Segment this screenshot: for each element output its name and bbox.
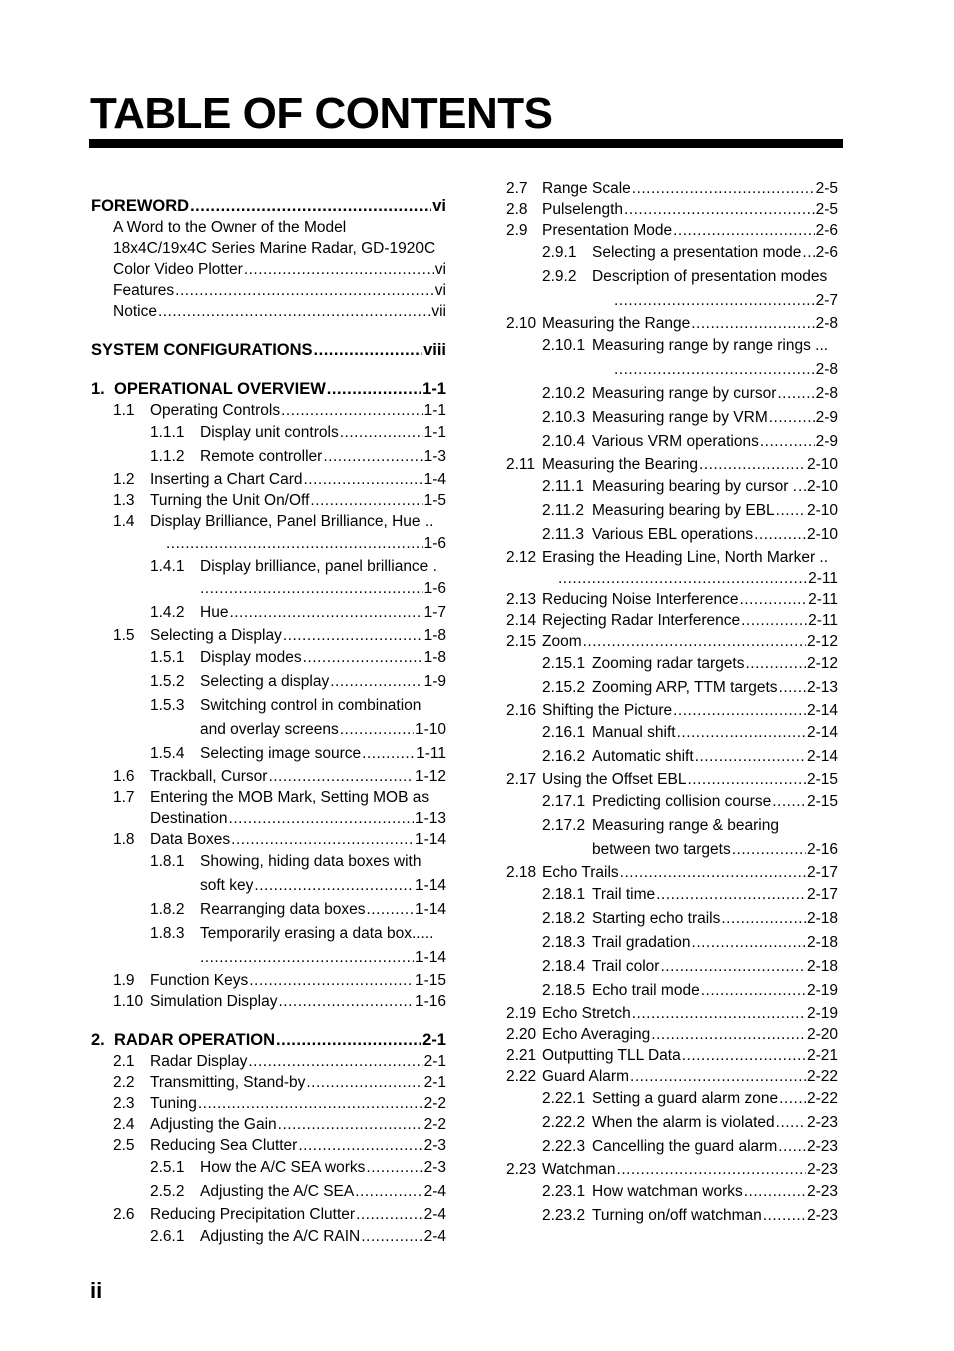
toc-chapter-1[interactable]: 1. OPERATIONAL OVERVIEW ..... 1-1 — [91, 379, 446, 400]
toc-entry-2-22-2[interactable]: 2.22.2 When the alarm is violated ..... 2-23 — [506, 1111, 838, 1135]
toc-entry-features[interactable]: Features ..... vi — [91, 280, 446, 301]
toc-entry-2-22-3[interactable]: 2.22.3 Cancelling the guard alarm ..... 2-23 — [506, 1135, 838, 1159]
toc-entry-2-9[interactable]: 2.9 Presentation Mode ..... 2-6 — [506, 220, 838, 241]
toc-right-column — [506, 178, 838, 1228]
toc-entry-2-16[interactable]: 2.16 Shifting the Picture ..... 2-14 — [506, 700, 838, 721]
toc-entry-1-8-2[interactable]: 1.8.2 Rearranging data boxes ..... 1-14 — [91, 898, 446, 922]
toc-entry-2-13[interactable]: 2.13 Reducing Noise Interference ..... 2-11 — [506, 589, 838, 610]
toc-entry-2-10-4[interactable]: 2.10.4 Various VRM operations ..... 2-9 — [506, 430, 838, 454]
toc-entry-2-23-2[interactable]: 2.23.2 Turning on/off watchman ..... 2-23 — [506, 1204, 838, 1228]
toc-entry-1-5-1[interactable]: 1.5.1 Display modes ..... 1-8 — [91, 646, 446, 670]
toc-entry-2-5-1[interactable]: 2.5.1 How the A/C SEA works ..... 2-3 — [91, 1156, 446, 1180]
toc-entry-word-to-owner[interactable]: A Word to the Owner of the Model 18x4C/19x4C Series Marine Radar, GD-1920C Color Video Plotter ..... vi — [91, 217, 446, 280]
toc-entry-2-9-1[interactable]: 2.9.1 Selecting a presentation mode ..... 2-6 — [506, 241, 838, 265]
toc-entry-2-23-1[interactable]: 2.23.1 How watchman works ..... 2-23 — [506, 1180, 838, 1204]
toc-entry-2-17-2[interactable]: 2.17.2 Measuring range & bearing between two targets ..... 2-16 — [506, 814, 838, 862]
toc-entry-2-23[interactable]: 2.23 Watchman ..... 2-23 — [506, 1159, 838, 1180]
toc-entry-1-1-1[interactable]: 1.1.1 Display unit controls ..... 1-1 — [91, 421, 446, 445]
toc-entry-notice[interactable]: Notice ..... vii — [91, 301, 446, 322]
toc-entry-2-11[interactable]: 2.11 Measuring the Bearing ..... 2-10 — [506, 454, 838, 475]
toc-entry-1-5[interactable]: 1.5 Selecting a Display ..... 1-8 — [91, 625, 446, 646]
toc-entry-2-8[interactable]: 2.8 Pulselength ..... 2-5 — [506, 199, 838, 220]
toc-entry-2-15-1[interactable]: 2.15.1 Zooming radar targets ..... 2-12 — [506, 652, 838, 676]
toc-entry-1-6[interactable]: 1.6 Trackball, Cursor ..... 1-12 — [91, 766, 446, 787]
toc-left-column — [91, 196, 446, 1249]
toc-entry-1-8-1[interactable]: 1.8.1 Showing, hiding data boxes with soft key ..... 1-14 — [91, 850, 446, 898]
toc-entry-2-6[interactable]: 2.6 Reducing Precipitation Clutter ..... 2-4 — [91, 1204, 446, 1225]
toc-entry-1-1-2[interactable]: 1.1.2 Remote controller ..... 1-3 — [91, 445, 446, 469]
toc-entry-2-4[interactable]: 2.4 Adjusting the Gain ..... 2-2 — [91, 1114, 446, 1135]
page-number: ii — [90, 1278, 103, 1303]
toc-entry-2-11-3[interactable]: 2.11.3 Various EBL operations ..... 2-10 — [506, 523, 838, 547]
toc-entry-2-18-5[interactable]: 2.18.5 Echo trail mode ..... 2-19 — [506, 979, 838, 1003]
toc-entry-1-5-4[interactable]: 1.5.4 Selecting image source ..... 1-11 — [91, 742, 446, 766]
toc-entry-2-18-2[interactable]: 2.18.2 Starting echo trails ..... 2-18 — [506, 907, 838, 931]
toc-entry-2-11-1[interactable]: 2.11.1 Measuring bearing by cursor . ..... 2-10 — [506, 475, 838, 499]
toc-entry-1-1[interactable]: 1.1 Operating Controls ..... 1-1 — [91, 400, 446, 421]
toc-entry-2-14[interactable]: 2.14 Rejecting Radar Interference ..... 2-11 — [506, 610, 838, 631]
toc-entry-2-15-2[interactable]: 2.15.2 Zooming ARP, TTM targets ..... 2-13 — [506, 676, 838, 700]
toc-entry-2-22-1[interactable]: 2.22.1 Setting a guard alarm zone ..... 2-22 — [506, 1087, 838, 1111]
toc-entry-2-9-2[interactable]: 2.9.2 Description of presentation modes ..... 2-7 — [506, 265, 838, 313]
toc-entry-1-2[interactable]: 1.2 Inserting a Chart Card ..... 1-4 — [91, 469, 446, 490]
toc-entry-2-5-2[interactable]: 2.5.2 Adjusting the A/C SEA ..... 2-4 — [91, 1180, 446, 1204]
toc-entry-1-5-2[interactable]: 1.5.2 Selecting a display ..... 1-9 — [91, 670, 446, 694]
toc-entry-2-10-2[interactable]: 2.10.2 Measuring range by cursor ..... 2-8 — [506, 382, 838, 406]
toc-entry-2-10-1[interactable]: 2.10.1 Measuring range by range rings ... ..... 2-8 — [506, 334, 838, 382]
toc-entry-2-10-3[interactable]: 2.10.3 Measuring range by VRM ..... 2-9 — [506, 406, 838, 430]
toc-entry-1-4-1[interactable]: 1.4.1 Display brilliance, panel brilliance . ..... 1-6 — [91, 556, 446, 601]
toc-entry-2-6-1[interactable]: 2.6.1 Adjusting the A/C RAIN ..... 2-4 — [91, 1225, 446, 1249]
toc-entry-2-17[interactable]: 2.17 Using the Offset EBL ..... 2-15 — [506, 769, 838, 790]
toc-entry-1-8[interactable]: 1.8 Data Boxes ..... 1-14 — [91, 829, 446, 850]
toc-entry-2-7[interactable]: 2.7 Range Scale ..... 2-5 — [506, 178, 838, 199]
toc-entry-2-17-1[interactable]: 2.17.1 Predicting collision course ..... 2-15 — [506, 790, 838, 814]
toc-entry-2-15[interactable]: 2.15 Zoom ..... 2-12 — [506, 631, 838, 652]
toc-entry-1-9[interactable]: 1.9 Function Keys ..... 1-15 — [91, 970, 446, 991]
toc-entry-1-8-3[interactable]: 1.8.3 Temporarily erasing a data box..... ..... 1-14 — [91, 922, 446, 970]
toc-entry-2-5[interactable]: 2.5 Reducing Sea Clutter ..... 2-3 — [91, 1135, 446, 1156]
toc-entry-2-2[interactable]: 2.2 Transmitting, Stand-by ..... 2-1 — [91, 1072, 446, 1093]
title-rule — [89, 139, 843, 148]
toc-entry-2-18[interactable]: 2.18 Echo Trails ..... 2-17 — [506, 862, 838, 883]
toc-entry-2-16-2[interactable]: 2.16.2 Automatic shift ..... 2-14 — [506, 745, 838, 769]
toc-entry-foreword[interactable]: FOREWORD ..... vi — [91, 196, 446, 217]
page-title: TABLE OF CONTENTS — [90, 89, 553, 138]
toc-entry-system-configurations[interactable]: SYSTEM CONFIGURATIONS ..... viii — [91, 340, 446, 361]
toc-entry-1-4-2[interactable]: 1.4.2 Hue ..... 1-7 — [91, 601, 446, 625]
toc-entry-2-16-1[interactable]: 2.16.1 Manual shift ..... 2-14 — [506, 721, 838, 745]
toc-entry-2-18-3[interactable]: 2.18.3 Trail gradation ..... 2-18 — [506, 931, 838, 955]
toc-entry-1-4[interactable]: 1.4 Display Brilliance, Panel Brilliance, Hue .. ..... 1-6 — [91, 511, 446, 556]
toc-entry-1-10[interactable]: 1.10 Simulation Display ..... 1-16 — [91, 991, 446, 1012]
toc-entry-2-11-2[interactable]: 2.11.2 Measuring bearing by EBL ..... 2-10 — [506, 499, 838, 523]
toc-entry-2-3[interactable]: 2.3 Tuning ..... 2-2 — [91, 1093, 446, 1114]
toc-entry-2-10[interactable]: 2.10 Measuring the Range ..... 2-8 — [506, 313, 838, 334]
toc-entry-2-18-1[interactable]: 2.18.1 Trail time ..... 2-17 — [506, 883, 838, 907]
toc-entry-1-5-3[interactable]: 1.5.3 Switching control in combination and overlay screens ..... 1-10 — [91, 694, 446, 742]
toc-entry-2-22[interactable]: 2.22 Guard Alarm ..... 2-22 — [506, 1066, 838, 1087]
toc-entry-2-1[interactable]: 2.1 Radar Display ..... 2-1 — [91, 1051, 446, 1072]
toc-entry-2-21[interactable]: 2.21 Outputting TLL Data ..... 2-21 — [506, 1045, 838, 1066]
toc-entry-1-3[interactable]: 1.3 Turning the Unit On/Off ..... 1-5 — [91, 490, 446, 511]
toc-entry-1-7[interactable]: 1.7 Entering the MOB Mark, Setting MOB as Destination ..... 1-13 — [91, 787, 446, 829]
toc-entry-2-20[interactable]: 2.20 Echo Averaging ..... 2-20 — [506, 1024, 838, 1045]
toc-entry-2-18-4[interactable]: 2.18.4 Trail color ..... 2-18 — [506, 955, 838, 979]
toc-entry-2-19[interactable]: 2.19 Echo Stretch ..... 2-19 — [506, 1003, 838, 1024]
toc-chapter-2[interactable]: 2. RADAR OPERATION ..... 2-1 — [91, 1030, 446, 1051]
toc-entry-2-12[interactable]: 2.12 Erasing the Heading Line, North Marker .. ..... 2-11 — [506, 547, 838, 589]
